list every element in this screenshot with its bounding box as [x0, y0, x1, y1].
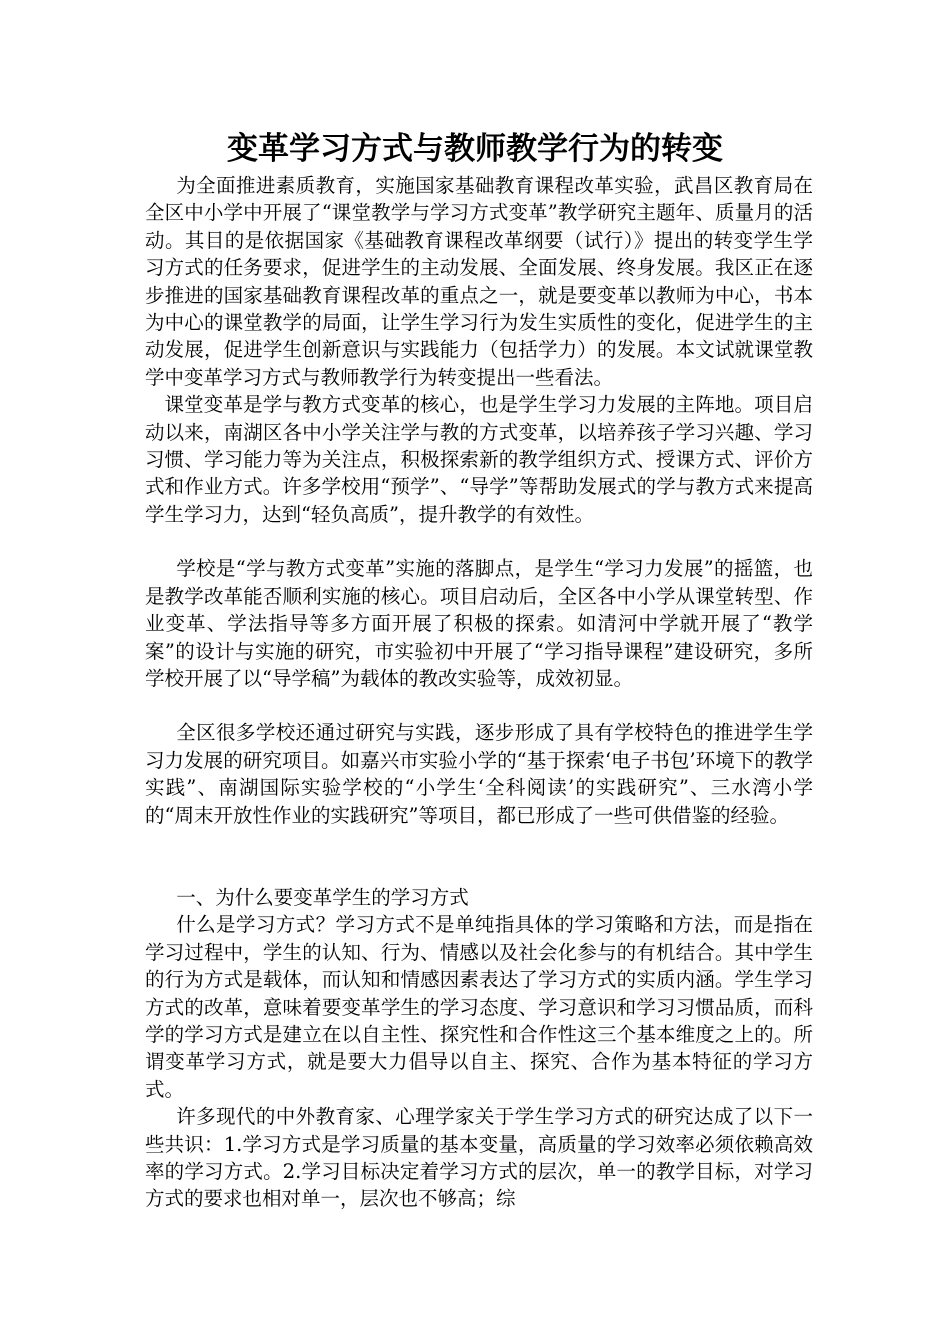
- paragraph-school-role: 学校是“学与教方式变革”实施的落脚点，是学生“学习力发展”的摇篮，也是教学改革能否顺利实施的核心。项目启动后，全区各中小学从课堂转型、作业变革、学法指导等多方面开展了积极的探索。如清河中学就开展了“教学案”的设计与实施的研究，市实验初中开展了“学习指导课程”建设研究，多所学校开展了以“导学稿”为载体的教改实验等，成效初显。: [145, 557, 813, 690]
- paragraph-school-projects: 全区很多学校还通过研究与实践，逐步形成了具有学校特色的推进学生学习力发展的研究项目。如嘉兴市实验小学的“基于探索‘电子书包’环境下的教学实践”、南湖国际实验学校的“小学生‘全科阅读’的实践研究”、三水湾小学的“周末开放性作业的实践研究”等项目，都已形成了一些可供借鉴的经验。: [145, 721, 813, 827]
- paragraph-consensus: 许多现代的中外教育家、心理学家关于学生学习方式的研究达成了以下一些共识：1.学习方式是学习质量的基本变量，高质量的学习效率必须依赖高效率的学习方式。2.学习目标决定着学习方式的层次，单一的教学目标，对学习方式的要求也相对单一，层次也不够高；综: [145, 1105, 813, 1211]
- section-heading-1: 一、为什么要变革学生的学习方式: [176, 885, 469, 909]
- paragraph-intro: 为全面推进素质教育，实施国家基础教育课程改革实验，武昌区教育局在全区中小学中开展了“课堂教学与学习方式变革”教学研究主题年、质量月的活动。其目的是依据国家《基础教育课程改革纲要（试行）》提出的转变学生学习方式的任务要求，促进学生的主动发展、全面发展、终身发展。我区正在逐步推进的国家基础教育课程改革的重点之一，就是要变革以教师为中心，书本为中心的课堂教学的局面，让学生学习行为发生实质性的变化，促进学生的主动发展，促进学生创新意识与实践能力（包括学力）的发展。本文试就课堂教学中变革学习方式与教师教学行为转变提出一些看法。: [145, 174, 813, 389]
- paragraph-classroom-reform: 课堂变革是学与教方式变革的核心，也是学生学习力发展的主阵地。项目启动以来，南湖区各中小学关注学与教的方式变革，以培养孩子学习兴趣、学习习惯、学习能力等为关注点，积极探索新的教学组织方式、授课方式、评价方式和作业方式。许多学校用“预学”、“导学”等帮助发展式的学与教方式来提高学生学习力，达到“轻负高质”，提升教学的有效性。: [145, 393, 813, 526]
- document-title: 变革学习方式与教师教学行为的转变: [227, 131, 723, 167]
- document-body: [145, 172, 813, 1213]
- paragraph-what-is-learning-style: 什么是学习方式？学习方式不是单纯指具体的学习策略和方法，而是指在学习过程中，学生的认知、行为、情感以及社会化参与的有机结合。其中学生的行为方式是载体，而认知和情感因素表达了学习方式的实质内涵。学生学习方式的改革，意味着要变革学生的学习态度、学习意识和学习习惯品质，而科学的学习方式是建立在以自主性、探究性和合作性这三个基本维度之上的。所谓变革学习方式，就是要大力倡导以自主、探究、合作为基本特征的学习方式。: [145, 913, 813, 1101]
